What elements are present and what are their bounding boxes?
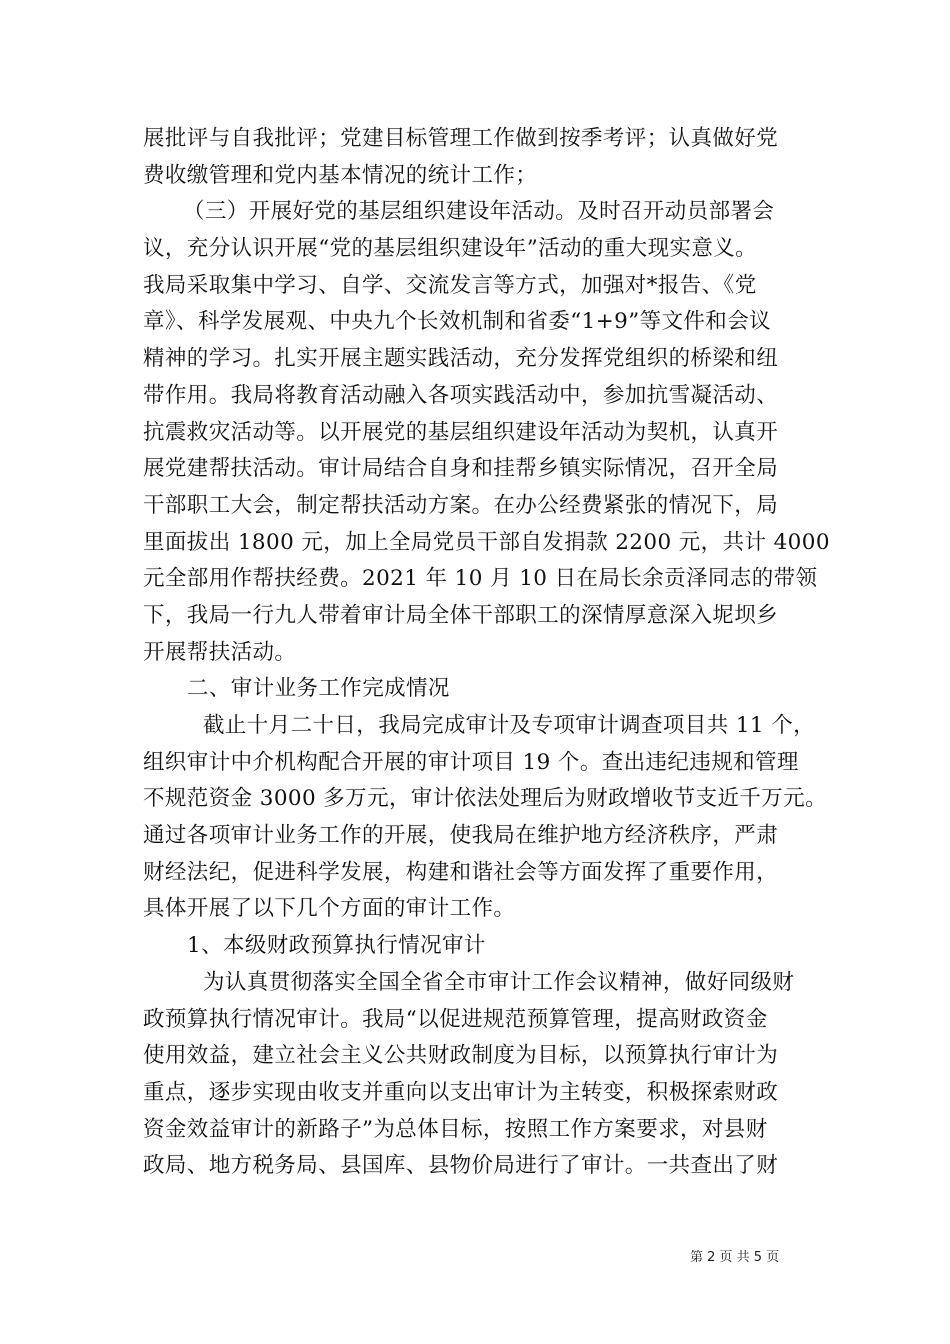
- text-line: 抗震救灾活动等。以开展党的基层组织建设年活动为契机，认真开: [143, 419, 779, 445]
- text-line: 重点，逐步实现由收支并重向以支出审计为主转变，积极探索财政: [143, 1079, 779, 1105]
- text-line: 元全部用作帮扶经费。2021 年 10 月 10 日在局长余贡泽同志的带领: [143, 566, 818, 592]
- text-line: 使用效益，建立社会主义公共财政制度为目标，以预算执行审计为: [143, 1043, 779, 1069]
- text-line: 通过各项审计业务工作的开展，使我局在维护地方经济秩序，严肃: [143, 823, 779, 849]
- text-line: 开展帮扶活动。: [143, 639, 297, 665]
- text-line: 政预算执行情况审计。我局“以促进规范预算管理，提高财政资金: [143, 1006, 768, 1032]
- text-line: （三）开展好党的基层组织建设年活动。及时召开动员部署会: [183, 199, 775, 225]
- text-line: 里面拔出 1800 元，加上全局党员干部自发捐款 2200 元，共计 4000: [143, 529, 830, 555]
- text-line: 我局采取集中学习、自学、交流发言等方式，加强对*报告、《党: [143, 272, 757, 298]
- text-line: 费收缴管理和党内基本情况的统计工作；: [143, 162, 538, 188]
- text-line: 资金效益审计的新路子”为总体目标，按照工作方案要求，对县财: [143, 1116, 768, 1142]
- text-line: 展批评与自我批评；党建目标管理工作做到按季考评；认真做好党: [143, 126, 779, 151]
- text-line: 截止十月二十日，我局完成审计及专项审计调查项目共 11 个，: [203, 713, 816, 738]
- document-body: [143, 121, 833, 1185]
- text-line: 带作用。我局将教育活动融入各项实践活动中，参加抗雪凝活动、: [143, 382, 779, 408]
- text-line: 下，我局一行九人带着审计局全体干部职工的深情厚意深入坭坝乡: [143, 602, 779, 628]
- text-line: 财经法纪，促进科学发展，构建和谐社会等方面发挥了重要作用，: [143, 859, 779, 885]
- text-line: 为认真贯彻落实全国全省全市审计工作会议精神，做好同级财: [203, 969, 795, 995]
- text-line: 1、本级财政预算执行情况审计: [187, 933, 486, 959]
- text-line: 二、审计业务工作完成情况: [187, 676, 450, 702]
- text-line: 章》、科学发展观、中央九个长效机制和省委“1+9”等文件和会议: [143, 309, 772, 335]
- text-line: 政局、地方税务局、县国库、县物价局进行了审计。一共查出了财: [143, 1153, 779, 1179]
- text-line: 组织审计中介机构配合开展的审计项目 19 个。查出违纪违规和管理: [143, 749, 799, 775]
- text-line: 干部职工大会，制定帮扶活动方案。在办公经费紧张的情况下，局: [143, 492, 779, 518]
- page-number: 第 2 页 共 5 页: [690, 1250, 780, 1265]
- text-line: 具体开展了以下几个方面的审计工作。: [143, 896, 516, 922]
- text-line: 不规范资金 3000 多万元，审计依法处理后为财政增收节支近千万元。: [143, 786, 827, 812]
- text-line: 展党建帮扶活动。审计局结合自身和挂帮乡镇实际情况，召开全局: [143, 456, 779, 482]
- text-line: 议，充分认识开展“党的基层组织建设年”活动的重大现实意义。: [143, 236, 758, 262]
- text-line: 精神的学习。扎实开展主题实践活动，充分发挥党组织的桥梁和纽: [143, 346, 779, 372]
